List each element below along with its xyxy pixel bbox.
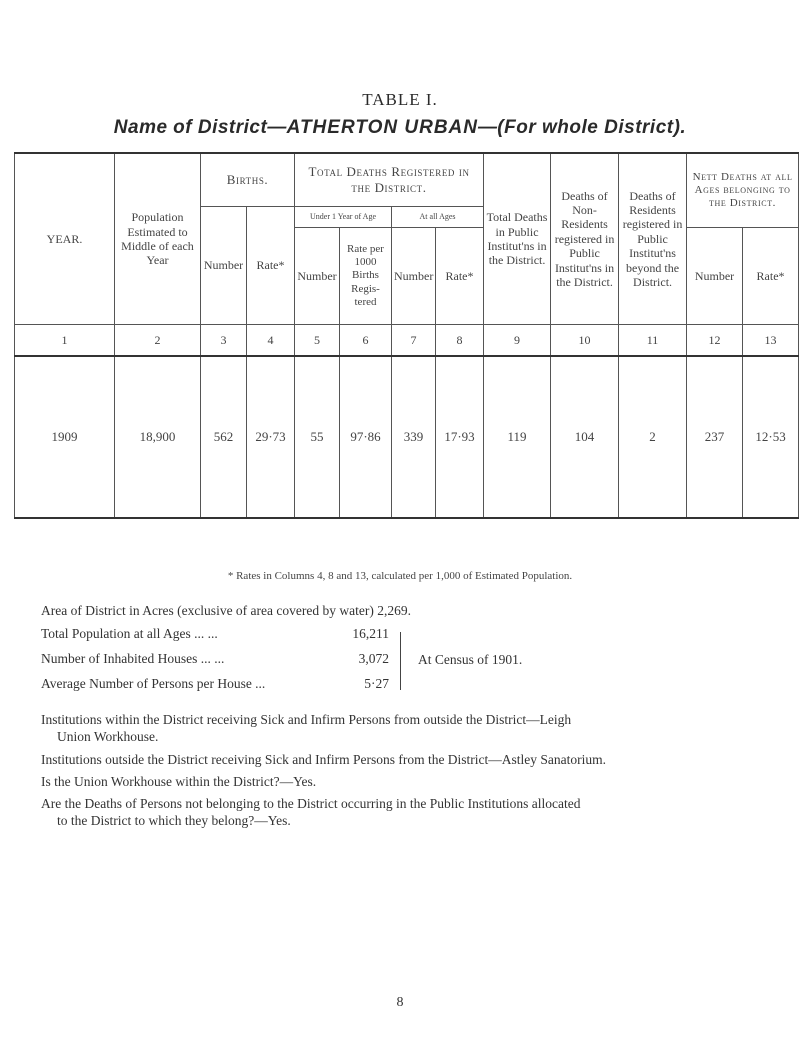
column-number: 5: [295, 325, 340, 357]
header-all-ages: At all Ages: [392, 207, 484, 228]
census-note: At Census of 1901.: [418, 652, 523, 667]
cell-nett-number: 237: [687, 356, 743, 518]
census-label: Average Number of Persons per House ...: [41, 676, 266, 691]
heading-separator: —: [267, 117, 287, 138]
header-allages-rate: Rate*: [436, 228, 484, 325]
column-number: 8: [436, 325, 484, 357]
heading-scope: (For whole District).: [497, 117, 687, 138]
header-under1-number: Number: [295, 228, 340, 325]
header-population: Population Estimated to Middle of each Year: [115, 153, 201, 325]
column-number: 6: [340, 325, 392, 357]
header-births-number: Number: [201, 207, 247, 325]
cell-allages-number: 339: [392, 356, 436, 518]
header-total-deaths: Total Deaths Registered in the District.: [295, 153, 484, 207]
census-value: 5·27: [364, 676, 389, 691]
census-value: 3,072: [358, 651, 389, 666]
cell-nett-rate: 12·53: [743, 356, 799, 518]
header-nett-number: Number: [687, 228, 743, 325]
paragraph-continuation: Union Workhouse.: [57, 729, 159, 744]
cell-non-resident-deaths: 104: [551, 356, 619, 518]
table-title: TABLE I.: [362, 90, 438, 109]
district-heading: [0, 117, 800, 139]
district-name: ATHERTON URBAN: [286, 117, 478, 138]
column-number: 12: [687, 325, 743, 357]
census-label: Number of Inhabited Houses ... ...: [41, 651, 225, 666]
heading-name-label: Name: [113, 117, 168, 138]
column-number: 2: [115, 325, 201, 357]
institution-paragraph: [41, 795, 761, 829]
area-text: Area of District in Acres (exclusive of area covered by water) 2,269.: [41, 603, 411, 618]
header-allages-number: Number: [392, 228, 436, 325]
cell-under1-rate: 97·86: [340, 356, 392, 518]
column-number: 11: [619, 325, 687, 357]
paragraph-line: Is the Union Workhouse within the District?—Yes.: [41, 774, 317, 789]
paragraph-line: Institutions within the District receiving Sick and Infirm Persons from outside the District—Leigh: [41, 712, 572, 727]
heading-separator: —: [477, 117, 498, 138]
census-label: Total Population at all Ages ... ...: [41, 626, 218, 641]
cell-population: 18,900: [115, 356, 201, 518]
header-nett-rate: Rate*: [743, 228, 799, 325]
header-year: YEAR.: [15, 153, 115, 325]
paragraph-continuation: to the District to which they belong?—Yes.: [57, 813, 291, 828]
cell-year: 1909: [15, 356, 115, 518]
cell-public-institution-deaths: 119: [484, 356, 551, 518]
column-number: 4: [247, 325, 295, 357]
column-number: 9: [484, 325, 551, 357]
header-nett-deaths: Nett Deaths at all Ages belonging to the District.: [687, 153, 799, 228]
column-number: 1: [15, 325, 115, 357]
column-number: 3: [201, 325, 247, 357]
header-under1-rate: Rate per 1000 Births Regis-tered: [340, 228, 392, 325]
cell-resident-beyond-deaths: 2: [619, 356, 687, 518]
column-number: 10: [551, 325, 619, 357]
cell-under1-number: 55: [295, 356, 340, 518]
paragraph-line: Institutions outside the District receiving Sick and Infirm Persons from the District—Astley Sanatorium.: [41, 752, 607, 767]
header-non-resident-deaths: Deaths of Non-Residents registered in Public Institut'ns in the District.: [551, 153, 619, 325]
cell-allages-rate: 17·93: [436, 356, 484, 518]
column-number: 7: [392, 325, 436, 357]
header-public-institution-deaths: Total Deaths in Public Institut'ns in the District.: [484, 153, 551, 325]
census-brace: [400, 632, 407, 690]
column-number: 13: [743, 325, 799, 357]
vital-statistics-table: [14, 152, 799, 519]
cell-births-rate: 29·73: [247, 356, 295, 518]
institution-paragraph: [41, 773, 761, 790]
institution-paragraph: [41, 711, 761, 745]
paragraph-line: Are the Deaths of Persons not belonging to the District occurring in the Public Institutions allocated: [41, 796, 581, 811]
cell-births-number: 562: [201, 356, 247, 518]
heading-of-district-label: of District: [173, 117, 268, 138]
institution-paragraph: [41, 751, 761, 768]
census-value: 16,211: [352, 626, 389, 641]
header-births-rate: Rate*: [247, 207, 295, 325]
rates-footnote: * Rates in Columns 4, 8 and 13, calculated per 1,000 of Estimated Population.: [227, 570, 573, 582]
header-resident-beyond-deaths: Deaths of Residents registered in Public Institut'ns beyond the District.: [619, 153, 687, 325]
header-under-1-year: Under 1 Year of Age: [295, 207, 392, 228]
header-births: Births.: [201, 153, 295, 207]
page-number: 8: [396, 995, 404, 1010]
